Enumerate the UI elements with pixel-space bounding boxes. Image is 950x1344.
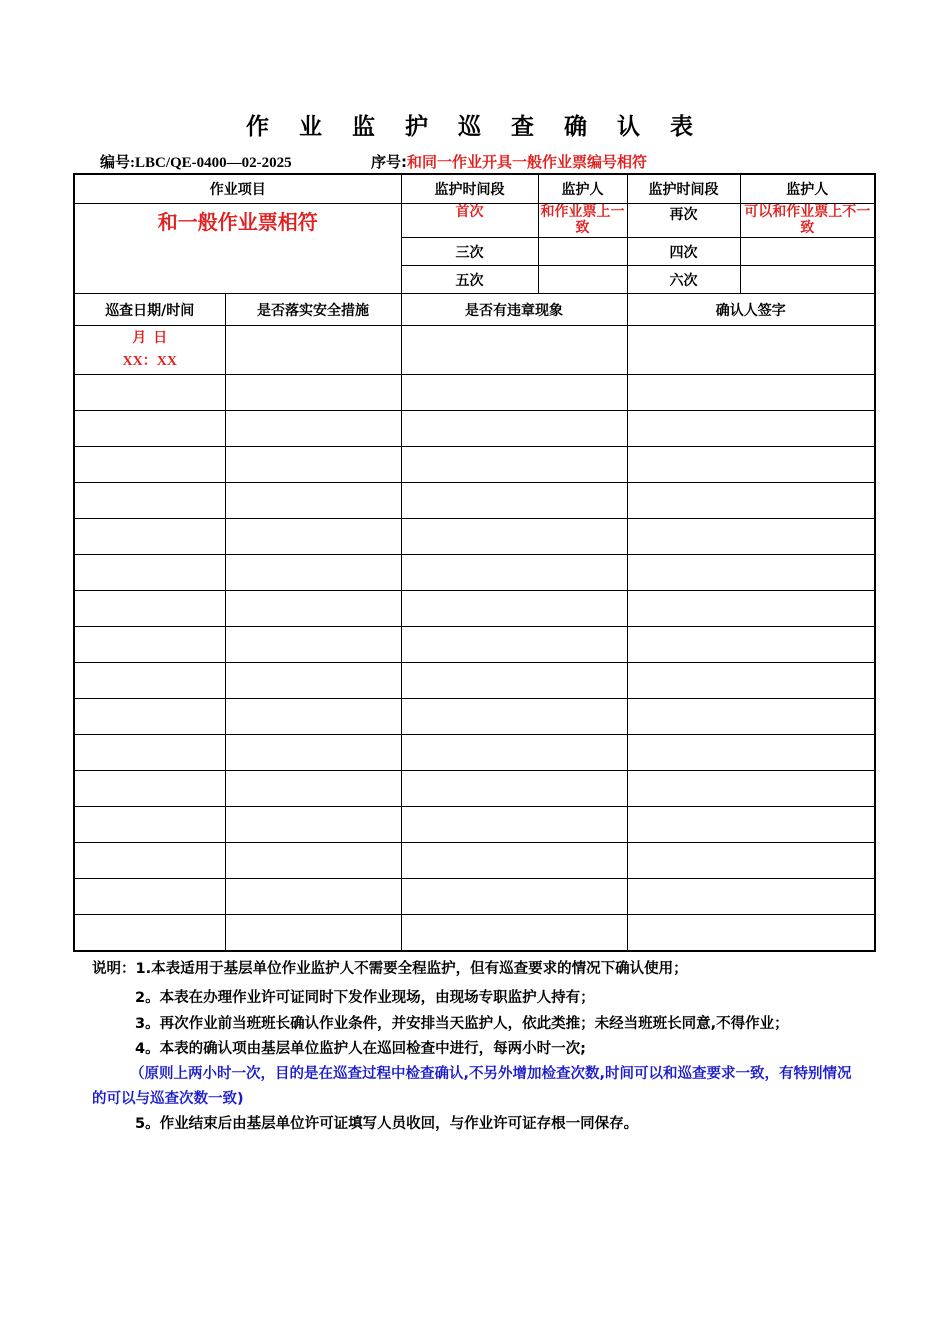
sign-cell[interactable] bbox=[627, 591, 875, 627]
safety-cell[interactable] bbox=[225, 627, 401, 663]
serial-value: 和同一作业开具一般作业票编号相符 bbox=[407, 153, 648, 171]
patrol-date-cell[interactable] bbox=[74, 807, 225, 843]
violation-cell[interactable] bbox=[401, 447, 627, 483]
patrol-date-cell[interactable] bbox=[74, 663, 225, 699]
table-row bbox=[74, 771, 875, 807]
table-row bbox=[74, 879, 875, 915]
serial-number bbox=[371, 151, 647, 172]
safety-cell[interactable] bbox=[225, 915, 401, 952]
sign-cell[interactable] bbox=[627, 627, 875, 663]
round-second-guardian[interactable]: 可以和作业票上不一致 bbox=[740, 204, 875, 238]
patrol-date-cell[interactable] bbox=[74, 483, 225, 519]
sign-cell[interactable] bbox=[627, 447, 875, 483]
safety-cell[interactable] bbox=[225, 447, 401, 483]
sign-cell[interactable] bbox=[627, 326, 875, 375]
violation-cell[interactable] bbox=[401, 627, 627, 663]
table-row bbox=[74, 411, 875, 447]
table-header-row bbox=[74, 174, 875, 204]
safety-cell[interactable] bbox=[225, 735, 401, 771]
round-fifth: 五次 bbox=[401, 266, 538, 294]
table-row bbox=[74, 699, 875, 735]
safety-cell[interactable] bbox=[225, 375, 401, 411]
notes-section bbox=[92, 957, 862, 1137]
safety-cell[interactable] bbox=[225, 411, 401, 447]
patrol-date-cell[interactable] bbox=[74, 627, 225, 663]
table-row bbox=[74, 447, 875, 483]
table-row bbox=[74, 483, 875, 519]
violation-cell[interactable] bbox=[401, 411, 627, 447]
work-item-value: 和一般作业票相符 bbox=[157, 210, 318, 234]
form-code: 编号:LBC/QE-0400—02-2025 bbox=[100, 155, 292, 171]
page-title: 作 业 监 护 巡 查 确 认 表 bbox=[245, 114, 705, 140]
patrol-table bbox=[73, 173, 876, 952]
date-month-day: 月 日 bbox=[132, 331, 168, 346]
table-row bbox=[74, 915, 875, 952]
safety-cell[interactable] bbox=[225, 519, 401, 555]
table-row bbox=[74, 843, 875, 879]
patrol-date-cell[interactable] bbox=[74, 699, 225, 735]
header-confirm-sign: 确认人签字 bbox=[627, 294, 875, 326]
safety-cell[interactable] bbox=[225, 843, 401, 879]
safety-cell[interactable] bbox=[225, 771, 401, 807]
table-row bbox=[74, 735, 875, 771]
sign-cell[interactable] bbox=[627, 771, 875, 807]
sign-cell[interactable] bbox=[627, 699, 875, 735]
violation-cell[interactable] bbox=[401, 519, 627, 555]
patrol-header-row bbox=[74, 294, 875, 326]
violation-cell[interactable] bbox=[401, 735, 627, 771]
table-row bbox=[74, 326, 875, 375]
round-first: 首次 bbox=[401, 204, 538, 238]
safety-cell[interactable] bbox=[225, 483, 401, 519]
patrol-date-cell[interactable] bbox=[74, 843, 225, 879]
table-row bbox=[74, 627, 875, 663]
sign-cell[interactable] bbox=[627, 411, 875, 447]
safety-cell[interactable] bbox=[225, 326, 401, 375]
violation-cell[interactable] bbox=[401, 663, 627, 699]
round-fourth: 四次 bbox=[627, 238, 740, 266]
safety-cell[interactable] bbox=[225, 591, 401, 627]
sign-cell[interactable] bbox=[627, 807, 875, 843]
note-4-remark: （原则上两小时一次，目的是在巡查过程中检查确认,不另外增加检查次数,时间可以和巡查要求一致，有特别情况的可以与巡查次数一致) bbox=[92, 1066, 852, 1107]
header-guardian-1: 监护人 bbox=[538, 174, 627, 204]
sign-cell[interactable] bbox=[627, 375, 875, 411]
patrol-date-cell[interactable] bbox=[74, 771, 225, 807]
safety-cell[interactable] bbox=[225, 879, 401, 915]
violation-cell[interactable] bbox=[401, 699, 627, 735]
violation-cell[interactable] bbox=[401, 375, 627, 411]
patrol-date-cell[interactable] bbox=[74, 375, 225, 411]
note-2: 2。本表在办理作业许可证同时下发作业现场，由现场专职监护人持有； bbox=[135, 990, 595, 1006]
round-fifth-guardian[interactable] bbox=[538, 266, 627, 294]
sign-cell[interactable] bbox=[627, 663, 875, 699]
table-row bbox=[74, 519, 875, 555]
violation-cell[interactable] bbox=[401, 915, 627, 952]
round-fourth-guardian[interactable] bbox=[740, 238, 875, 266]
patrol-date-cell[interactable] bbox=[74, 326, 225, 375]
header-guardian-2: 监护人 bbox=[740, 174, 875, 204]
header-period-1: 监护时间段 bbox=[401, 174, 538, 204]
patrol-date-cell[interactable] bbox=[74, 555, 225, 591]
round-first-guardian[interactable]: 和作业票上一致 bbox=[538, 204, 627, 238]
table-row bbox=[74, 555, 875, 591]
header-patrol-date: 巡查日期/时间 bbox=[74, 294, 225, 326]
sign-cell[interactable] bbox=[627, 555, 875, 591]
date-time: XX：XX bbox=[122, 354, 177, 369]
round-row-1 bbox=[74, 204, 875, 238]
patrol-date-cell[interactable] bbox=[74, 915, 225, 952]
patrol-date-cell[interactable] bbox=[74, 411, 225, 447]
header-violation: 是否有违章现象 bbox=[401, 294, 627, 326]
violation-cell[interactable] bbox=[401, 591, 627, 627]
note-4: 4。本表的确认项由基层单位监护人在巡回检查中进行，每两小时一次; bbox=[135, 1041, 586, 1057]
header-safety-measures: 是否落实安全措施 bbox=[225, 294, 401, 326]
round-third-guardian[interactable] bbox=[538, 238, 627, 266]
note-5: 5。作业结束后由基层单位许可证填写人员收回，与作业许可证存根一同保存。 bbox=[135, 1116, 639, 1132]
safety-cell[interactable] bbox=[225, 699, 401, 735]
note-3: 3。再次作业前当班班长确认作业条件，并安排当天监护人，依此类推；未经当班班长同意,不得作业； bbox=[135, 1016, 789, 1032]
sign-cell[interactable] bbox=[627, 879, 875, 915]
sign-cell[interactable] bbox=[627, 915, 875, 952]
sign-cell[interactable] bbox=[627, 735, 875, 771]
work-item-cell[interactable] bbox=[74, 204, 401, 294]
round-sixth-guardian[interactable] bbox=[740, 266, 875, 294]
safety-cell[interactable] bbox=[225, 555, 401, 591]
violation-cell[interactable] bbox=[401, 555, 627, 591]
sign-cell[interactable] bbox=[627, 483, 875, 519]
violation-cell[interactable] bbox=[401, 807, 627, 843]
safety-cell[interactable] bbox=[225, 663, 401, 699]
safety-cell[interactable] bbox=[225, 807, 401, 843]
table-row bbox=[74, 663, 875, 699]
patrol-date-cell[interactable] bbox=[74, 735, 225, 771]
round-sixth: 六次 bbox=[627, 266, 740, 294]
header-period-2: 监护时间段 bbox=[627, 174, 740, 204]
patrol-date-cell[interactable] bbox=[74, 879, 225, 915]
violation-cell[interactable] bbox=[401, 326, 627, 375]
serial-label: 序号: bbox=[371, 153, 407, 171]
patrol-date-cell[interactable] bbox=[74, 519, 225, 555]
violation-cell[interactable] bbox=[401, 771, 627, 807]
violation-cell[interactable] bbox=[401, 879, 627, 915]
patrol-date-cell[interactable] bbox=[74, 447, 225, 483]
sign-cell[interactable] bbox=[627, 843, 875, 879]
table-row bbox=[74, 807, 875, 843]
round-third: 三次 bbox=[401, 238, 538, 266]
sign-cell[interactable] bbox=[627, 519, 875, 555]
patrol-date-cell[interactable] bbox=[74, 591, 225, 627]
table-row bbox=[74, 375, 875, 411]
round-second: 再次 bbox=[627, 204, 740, 238]
header-work-item: 作业项目 bbox=[74, 174, 401, 204]
violation-cell[interactable] bbox=[401, 483, 627, 519]
note-1: 说明：1.本表适用于基层单位作业监护人不需要全程监护，但有巡查要求的情况下确认使用； bbox=[92, 961, 688, 977]
table-row bbox=[74, 591, 875, 627]
violation-cell[interactable] bbox=[401, 843, 627, 879]
